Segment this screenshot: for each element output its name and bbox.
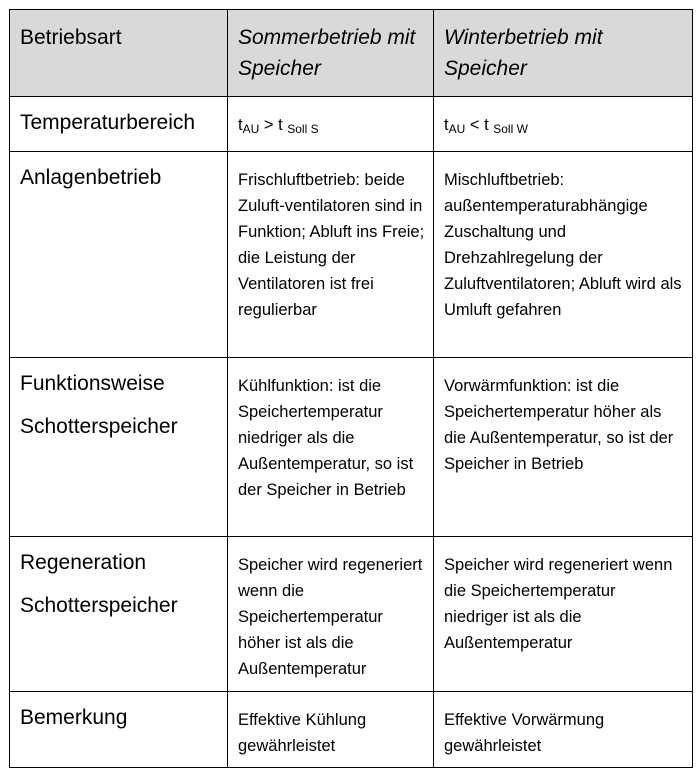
function-row	[10, 358, 693, 537]
temperature-label-cell	[10, 97, 228, 152]
formula-operator: < t	[465, 116, 494, 134]
remark-winter-text: Effektive Vorwärmung gewährleistet	[444, 711, 605, 755]
operation-summer-text: Frischluftbetrieb: beide Zuluft-ventilatoren sind in Funktion; Abluft ins Freie; die Leistung der Ventilatoren ist frei regulierbar	[238, 171, 425, 319]
remark-row	[10, 692, 693, 768]
header-winter: Winterbetrieb mit Speicher	[444, 26, 603, 80]
operation-row	[10, 152, 693, 358]
function-summer-cell	[228, 358, 434, 537]
header-summer-cell	[228, 10, 434, 97]
temperature-label: Temperaturbereich	[20, 111, 196, 134]
remark-summer-cell	[228, 692, 434, 768]
function-label: Funktionsweise Schotterspeicher	[20, 372, 178, 438]
function-summer-text: Kühlfunktion: ist die Speichertemperatur niedriger als die Außentemperatur, so ist der Speicher in Betrieb	[238, 377, 414, 499]
regeneration-summer-cell	[228, 537, 434, 692]
formula-subscript: Soll W	[493, 122, 528, 136]
operation-winter-text: Mischluftbetrieb: außentemperaturabhängige Zuschaltung und Drehzahlregelung der Zuluftventilatoren; Abluft wird als Umluft gefahren	[444, 171, 682, 319]
regeneration-label: Regeneration Schotterspeicher	[20, 551, 178, 617]
regeneration-winter-text: Speicher wird regeneriert wenn die Speichertemperatur niedriger ist als die Außentemperatur	[444, 556, 673, 652]
operation-winter-cell	[434, 152, 693, 358]
operation-label-cell	[10, 152, 228, 358]
header-summer: Sommerbetrieb mit Speicher	[238, 26, 416, 80]
header-label-cell	[10, 10, 228, 97]
header-row	[10, 10, 693, 97]
operation-summer-cell	[228, 152, 434, 358]
regeneration-label-cell	[10, 537, 228, 692]
remark-winter-cell	[434, 692, 693, 768]
header-winter-cell	[434, 10, 693, 97]
formula-symbol: t	[444, 116, 449, 134]
formula-operator: > t	[259, 116, 288, 134]
function-winter-text: Vorwärmfunktion: ist die Speichertemperatur höher als die Außentemperatur, so ist der Speicher in Betrieb	[444, 377, 674, 473]
remark-summer-text: Effektive Kühlung gewährleistet	[238, 711, 367, 755]
temperature-row	[10, 97, 693, 152]
regeneration-winter-cell	[434, 537, 693, 692]
header-label: Betriebsart	[20, 26, 122, 49]
formula-symbol: t	[238, 116, 243, 134]
formula-subscript: AU	[242, 122, 260, 136]
function-label-cell	[10, 358, 228, 537]
temperature-summer-formula	[228, 97, 433, 141]
operation-label: Anlagenbetrieb	[20, 166, 162, 189]
temperature-winter-cell	[434, 97, 693, 152]
remark-label-cell	[10, 692, 228, 768]
regeneration-row	[10, 537, 693, 692]
function-winter-cell	[434, 358, 693, 537]
formula-subscript: AU	[448, 122, 466, 136]
temperature-summer-cell	[228, 97, 434, 152]
formula-subscript: Soll S	[287, 122, 319, 136]
remark-label: Bemerkung	[20, 706, 128, 729]
operating-modes-table	[9, 9, 693, 768]
regeneration-summer-text: Speicher wird regeneriert wenn die Speichertemperatur höher ist als die Außentemperatur	[238, 556, 423, 678]
temperature-winter-formula	[434, 97, 692, 141]
